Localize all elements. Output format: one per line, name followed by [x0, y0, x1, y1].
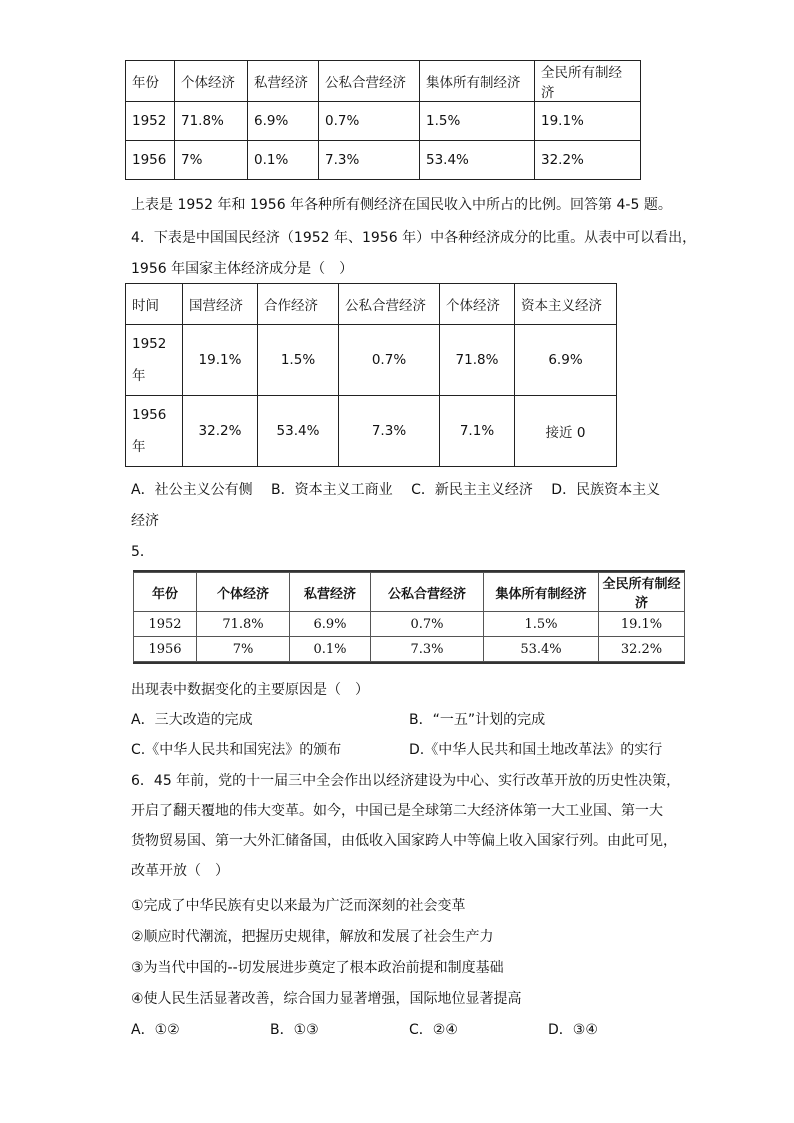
income-share-table — [125, 60, 641, 180]
table-cell: 0.7% — [319, 102, 420, 141]
q5-option-c: C.《中华人民共和国宪法》的颁布 — [131, 742, 342, 758]
table-cell: 7.1% — [440, 396, 515, 467]
table-cell: 32.2% — [183, 396, 258, 467]
table-cell: 0.1% — [290, 637, 371, 662]
q5-option-d: D.《中华人民共和国土地改革法》的实行 — [409, 742, 663, 758]
table-header-row — [126, 284, 617, 325]
table-header-cell: 全民所有制经济 — [599, 573, 685, 612]
q5-scanned-table — [133, 570, 685, 664]
table-header-cell: 公私合营经济 — [319, 61, 420, 102]
table-row — [126, 396, 617, 467]
table-header-row — [134, 573, 685, 612]
economy-composition-table — [125, 283, 617, 467]
year-suffix: 年 — [132, 368, 146, 384]
q5-stem: 出现表中数据变化的主要原因是（ ） — [131, 682, 369, 698]
year-suffix: 年 — [132, 439, 146, 455]
q5-option-a: A．三大改造的完成 — [131, 712, 253, 728]
table-cell: 1952 — [134, 612, 197, 637]
table-cell: 7% — [175, 141, 248, 180]
table-cell: 1.5% — [420, 102, 535, 141]
table-header-cell: 全民所有制经济 — [535, 61, 641, 102]
table-cell: 0.7% — [339, 325, 440, 396]
table-cell: 1956 — [134, 637, 197, 662]
year-value: 1956 — [132, 407, 167, 423]
q4-stem-line2: 1956 年国家主体经济成分是（ ） — [131, 261, 354, 277]
table-cell: 32.2% — [599, 637, 685, 662]
table-cell: 6.9% — [515, 325, 617, 396]
table-cell: 6.9% — [290, 612, 371, 637]
table-header-cell: 私营经济 — [248, 61, 319, 102]
table-header-cell: 私营经济 — [290, 573, 371, 612]
q4-stem-line1: 4．下表是中国国民经济（1952 年、1956 年）中各种经济成分的比重。从表中可以看出， — [131, 230, 697, 246]
q5-option-b: B．“一五”计划的完成 — [409, 712, 546, 728]
q6-option-c: C．②④ — [409, 1022, 458, 1038]
q6-stem-line: 6．45 年前，党的十一届三中全会作出以经济建设为中心、实行改革开放的历史性决策， — [131, 773, 681, 789]
q6-item: ③为当代中国的--切发展进步奠定了根本政治前提和制度基础 — [131, 960, 504, 976]
table-header-cell: 资本主义经济 — [515, 284, 617, 325]
table-cell: 7.3% — [339, 396, 440, 467]
q6-stem-line: 开启了翻天覆地的伟大变革。如今，中国已是全球第二大经济体第一大工业国、第一大 — [131, 803, 663, 819]
q4-options-line1: A．社公主义公有侧 B．资本主义工商业 C．新民主主义经济 D．民族资本主义 — [131, 482, 661, 498]
table-header-cell: 公私合营经济 — [371, 573, 484, 612]
q6-option-a: A．①② — [131, 1022, 180, 1038]
table-header-cell: 个体经济 — [197, 573, 290, 612]
table-cell: 1.5% — [258, 325, 339, 396]
table-row — [126, 141, 641, 180]
table-header-cell: 集体所有制经济 — [420, 61, 535, 102]
table-cell: 7% — [197, 637, 290, 662]
table-header-cell: 合作经济 — [258, 284, 339, 325]
table-cell: 53.4% — [484, 637, 599, 662]
table-cell: 71.8% — [197, 612, 290, 637]
table-cell: 6.9% — [248, 102, 319, 141]
q6-item: ①完成了中华民族有史以来最为广泛而深刻的社会变革 — [131, 898, 466, 914]
table-cell: 53.4% — [420, 141, 535, 180]
q6-option-d: D．③④ — [548, 1022, 598, 1038]
table-header-cell: 年份 — [134, 573, 197, 612]
q6-option-b: B．①③ — [270, 1022, 319, 1038]
table-cell: 19.1% — [599, 612, 685, 637]
table-row — [134, 612, 685, 637]
q6-stem-line: 改革开放（ ） — [131, 863, 229, 879]
table-cell: 1.5% — [484, 612, 599, 637]
table-header-cell: 时间 — [126, 284, 183, 325]
year-value: 1952 — [132, 336, 167, 352]
table-row — [134, 637, 685, 662]
table-header-cell: 个体经济 — [175, 61, 248, 102]
table-cell: 接近 0 — [515, 396, 617, 467]
q6-item: ②顺应时代潮流，把握历史规律，解放和发展了社会生产力 — [131, 929, 494, 945]
table-header-cell: 个体经济 — [440, 284, 515, 325]
table-header-cell: 国营经济 — [183, 284, 258, 325]
table-cell: 53.4% — [258, 396, 339, 467]
q6-item: ④使人民生活显著改善，综合国力显著增强，国际地位显著提高 — [131, 991, 522, 1007]
table-row — [126, 102, 641, 141]
q6-stem-line: 货物贸易国、第一大外汇储备国，由低收入国家跨人中等偏上收入国家行列。由此可见， — [131, 833, 677, 849]
q5-number: 5． — [131, 544, 154, 560]
table-cell: 19.1% — [535, 102, 641, 141]
table-header-cell: 集体所有制经济 — [484, 573, 599, 612]
table-cell-year — [126, 325, 183, 396]
table-cell: 7.3% — [371, 637, 484, 662]
table-cell: 0.1% — [248, 141, 319, 180]
table-cell: 71.8% — [440, 325, 515, 396]
table-header-cell: 公私合营经济 — [339, 284, 440, 325]
table-cell: 7.3% — [319, 141, 420, 180]
table-header-cell: 年份 — [126, 61, 175, 102]
table-cell: 71.8% — [175, 102, 248, 141]
table-header-row — [126, 61, 641, 102]
table-cell: 1952 — [126, 102, 175, 141]
table-row — [126, 325, 617, 396]
intro-text: 上表是 1952 年和 1956 年各种所有侧经济在国民收入中所占的比例。回答第 4-5 题。 — [131, 197, 672, 213]
table-cell-year — [126, 396, 183, 467]
table-cell: 32.2% — [535, 141, 641, 180]
table-cell: 19.1% — [183, 325, 258, 396]
q4-options-line2: 经济 — [131, 513, 159, 529]
table-cell: 0.7% — [371, 612, 484, 637]
table-cell: 1956 — [126, 141, 175, 180]
